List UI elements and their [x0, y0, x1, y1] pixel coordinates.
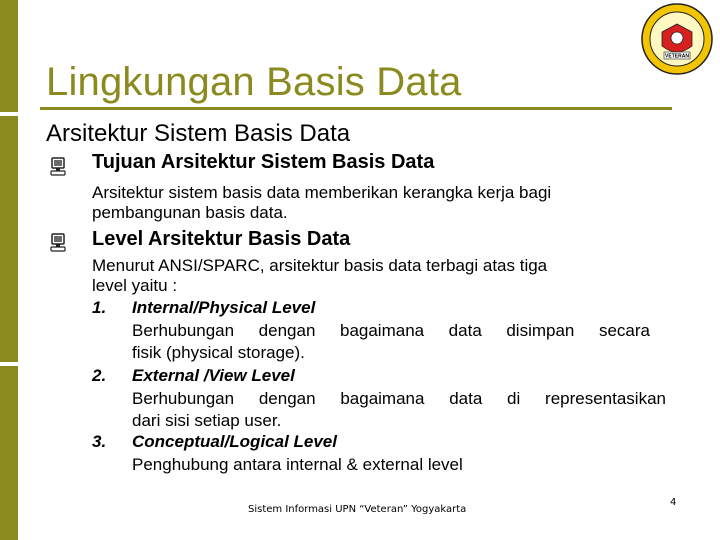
- bullet-text-line: level yaitu :: [92, 276, 178, 295]
- bullet-text-line: Menurut ANSI/SPARC, arsitektur basis data terbagi atas tiga: [92, 256, 548, 275]
- level-description-line: fisik (physical storage).: [132, 343, 305, 362]
- level-description-line: Berhubungan dengan bagaimana data di representasikan: [132, 389, 666, 408]
- bullet-heading-level: Level Arsitektur Basis Data: [92, 228, 351, 250]
- level-number: 3.: [92, 432, 107, 451]
- level-name-conceptual: Conceptual/Logical Level: [132, 432, 337, 451]
- computer-monitor-icon: [50, 157, 66, 177]
- level-description: [132, 388, 666, 432]
- left-accent-bar: [0, 0, 18, 540]
- slide-subtitle: Arsitektur Sistem Basis Data: [46, 120, 351, 147]
- level-description-line: Berhubungan dengan bagaimana data disimpan secara: [132, 321, 650, 340]
- bullet-text-line: pembangunan basis data.: [92, 203, 288, 222]
- bullet-heading-tujuan: Tujuan Arsitektur Sistem Basis Data: [92, 151, 435, 173]
- accent-bar-gap: [0, 112, 18, 116]
- level-number: 2.: [92, 366, 107, 385]
- level-description: [132, 320, 650, 364]
- level-description: [132, 454, 463, 476]
- logo-ribbon-text: VETERAN: [665, 53, 689, 60]
- accent-bar-gap: [0, 362, 18, 366]
- university-emblem-icon: [640, 2, 714, 76]
- page-number: 4: [670, 497, 677, 508]
- level-name-internal: Internal/Physical Level: [132, 298, 316, 317]
- level-description-line: dari sisi setiap user.: [132, 411, 282, 430]
- level-number: 1.: [92, 298, 107, 317]
- level-description-line: Penghubung antara internal & external level: [132, 455, 463, 474]
- level-name-external: External /View Level: [132, 366, 295, 385]
- computer-monitor-icon: [50, 233, 66, 253]
- bullet-text-line: Arsitektur sistem basis data memberikan kerangka kerja bagi: [92, 183, 552, 202]
- title-underline: [40, 107, 672, 110]
- slide-title: Lingkungan Basis Data: [46, 60, 462, 104]
- slide-footer: Sistem Informasi UPN “Veteran” Yogyakarta: [248, 504, 467, 515]
